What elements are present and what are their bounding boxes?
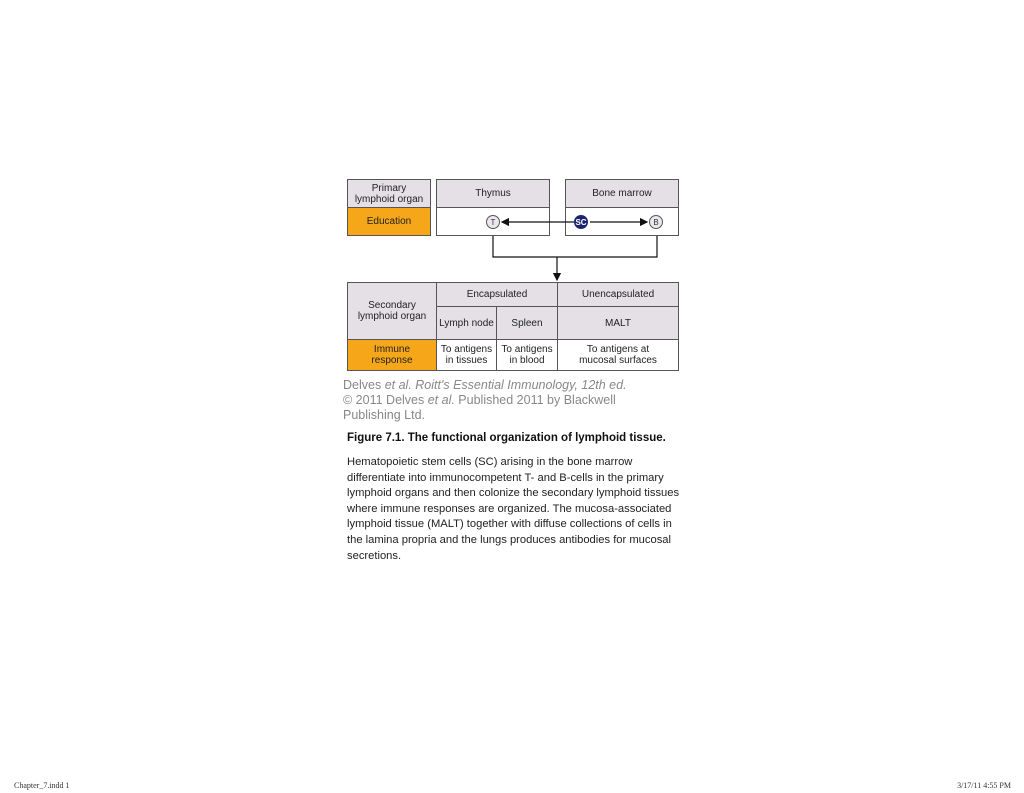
stem-cell-circle — [574, 215, 588, 229]
t-cell-circle — [486, 215, 500, 229]
b-cell-label: B — [653, 217, 659, 227]
malt-response: To antigens at mucosal surfaces — [557, 339, 679, 371]
figure-caption: Hematopoietic stem cells (SC) arising in the bone marrow differentiate into immunocompetent T- and B-cells in the primary lymphoid organs and then colonize the secondary lymphoid tissues where immune responses are organized. The mucosa-associated lymphoid tissue (MALT) together with diffuse collections of cells in the lamina propria and the lungs produces antibodies for mucosal secretions. — [347, 456, 680, 562]
stem-cell-label: SC — [575, 217, 587, 227]
credit-line-2: © 2011 Delves et al. Published 2011 by Blackwell — [343, 393, 616, 407]
bone-marrow-header: Bone marrow — [565, 179, 679, 208]
primary-lymphoid-organ-label: Primary lymphoid organ — [347, 179, 431, 208]
credit-line-1: Delves et al. Roitt's Essential Immunology, 12th ed. — [343, 378, 627, 392]
thymus-header: Thymus — [436, 179, 550, 208]
t-cell-label: T — [490, 217, 496, 227]
spleen-response: To antigens in blood — [496, 339, 558, 371]
immune-response-label: Immune response — [347, 339, 437, 371]
unencapsulated-header: Unencapsulated — [557, 282, 679, 307]
b-cell-circle — [649, 215, 663, 229]
footer-timestamp: 3/17/11 4:55 PM — [957, 781, 1011, 790]
spleen-header: Spleen — [496, 306, 558, 340]
lymph-node-header: Lymph node — [436, 306, 497, 340]
lymph-node-response: To antigens in tissues — [436, 339, 497, 371]
figure-credit — [343, 378, 643, 423]
encapsulated-header: Encapsulated — [436, 282, 558, 307]
education-label: Education — [347, 207, 431, 236]
primary-bracket — [493, 236, 657, 257]
malt-header: MALT — [557, 306, 679, 340]
credit-line-3: Publishing Ltd. — [343, 408, 426, 422]
footer-filename: Chapter_7.indd 1 — [14, 781, 70, 790]
secondary-lymphoid-organ-label: Secondary lymphoid organ — [347, 282, 437, 340]
figure-title: Figure 7.1. The functional organization of lymphoid tissue. — [347, 432, 666, 444]
